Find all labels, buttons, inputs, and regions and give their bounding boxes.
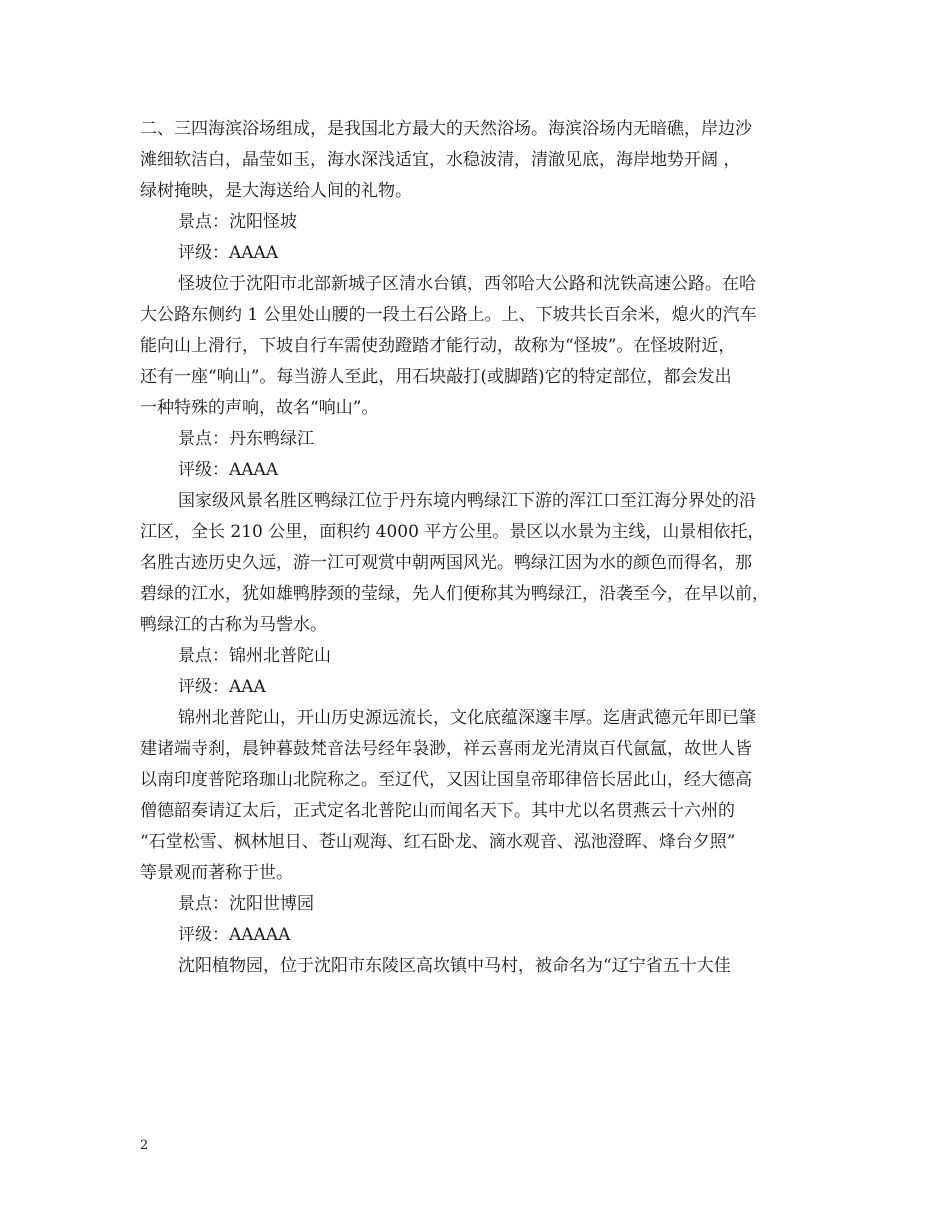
text-line: 景点：沈阳世博园 — [178, 894, 314, 914]
document-body — [140, 114, 830, 982]
text-line: 一种特殊的声响，故名“响山”。 — [140, 398, 379, 418]
text-line: 景点：沈阳怪坡 — [178, 212, 297, 232]
text-line: 评级：AAAA — [178, 460, 279, 480]
text-line: 怪坡位于沈阳市北部新城子区清水台镇，西邻哈大公路和沈铁高速公路。在哈 — [178, 274, 756, 294]
text-line: 滩细软洁白，晶莹如玉，海水深浅适宜，水稳波清，清澈见底，海岸地势开阔 ， — [140, 150, 741, 170]
text-line: 景点：锦州北普陀山 — [178, 646, 331, 666]
text-line: 能向山上滑行，下坡自行车需使劲蹬踏才能行动，故称为“怪坡”。在怪坡附近， — [140, 336, 736, 356]
text-line: 还有一座“响山”。每当游人至此，用石块敲打(或脚踏)它的特定部位，都会发出 — [140, 367, 732, 387]
text-line: 国家级风景名胜区鸭绿江位于丹东境内鸭绿江下游的浑江口至江海分界处的沿 — [178, 491, 756, 511]
text-line: 等景观而著称于世。 — [140, 863, 293, 883]
text-line: 景点：丹东鸭绿江 — [178, 429, 314, 449]
text-line: 绿树掩映，是大海送给人间的礼物。 — [140, 181, 412, 201]
text-line: 名胜古迹历史久远，游一江可观赏中朝两国风光。鸭绿江因为水的颜色而得名，那 — [140, 553, 752, 573]
text-line: 评级：AAAA — [178, 243, 279, 263]
text-line: 鸭绿江的古称为马訾水。 — [140, 615, 327, 635]
text-line: 沈阳植物园，位于沈阳市东陵区高坎镇中马村，被命名为“辽宁省五十大佳 — [178, 956, 731, 976]
text-line: 评级：AAAAA — [178, 925, 291, 945]
text-line: 僧德韶奏请辽太后，正式定名北普陀山而闻名天下。其中尤以名贯燕云十六州的 — [140, 801, 735, 821]
text-line: 以南印度普陀珞珈山北院称之。至辽代，又因让国皇帝耶律倍长居此山，经大德高 — [140, 770, 752, 790]
text-line: 二、三四海滨浴场组成，是我国北方最大的天然浴场。海滨浴场内无暗礁，岸边沙 — [140, 119, 752, 139]
text-line: 评级：AAA — [178, 677, 266, 697]
text-line: 大公路东侧约 1 公里处山腰的一段土石公路上。上、下坡共长百余米，熄火的汽车 — [140, 305, 757, 325]
page-number: 2 — [140, 1138, 149, 1153]
text-line: 建诸端寺刹，晨钟暮鼓梵音法号经年袅渺，祥云喜雨龙光清岚百代氤氲，故世人皆 — [140, 739, 752, 759]
text-line: 江区，全长 210 公里，面积约 4000 平方公里。景区以水景为主线，山景相依托， — [140, 522, 765, 542]
text-line: “石堂松雪、枫林旭日、苍山观海、红石卧龙、滴水观音、泓池澄晖、烽台夕照” — [140, 832, 736, 852]
text-line: 锦州北普陀山，开山历史源远流长，文化底蕴深邃丰厚。迄唐武德元年即已肇 — [178, 708, 756, 728]
text-line: 碧绿的江水，犹如雄鸭脖颈的莹绿，先人们便称其为鸭绿江，沿袭至今，在早以前， — [140, 584, 769, 604]
